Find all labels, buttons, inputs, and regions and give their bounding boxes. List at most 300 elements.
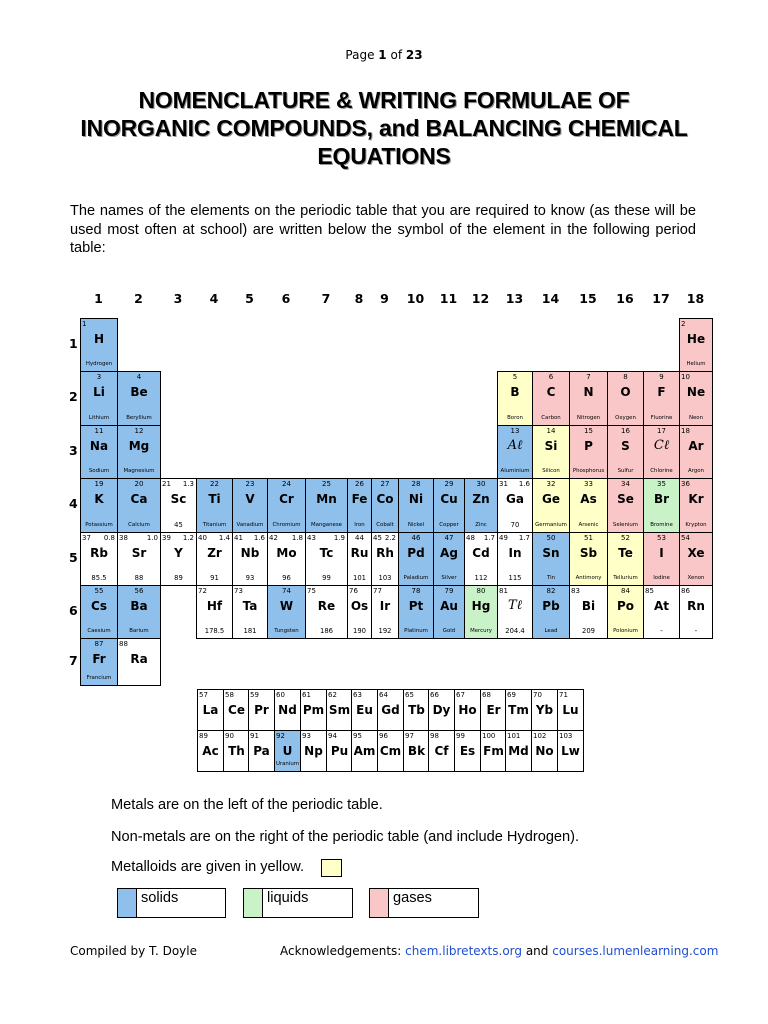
element-cell-bk <box>403 730 430 772</box>
element-symbol: Zr <box>207 546 222 560</box>
atomic-number: 101 <box>507 732 521 740</box>
element-cell-am <box>351 730 378 772</box>
atomic-number: 82 <box>546 587 556 595</box>
element-cell-rh <box>371 532 399 586</box>
document-title <box>40 86 728 170</box>
atomic-number: 79 <box>444 587 454 595</box>
element-symbol: Aℓ <box>507 438 523 453</box>
element-symbol: Er <box>486 703 501 717</box>
electronegativity: 2.2 <box>384 534 396 542</box>
period-label: 5 <box>69 549 78 565</box>
element-cell-ta <box>232 585 268 639</box>
element-cell-cs <box>80 585 118 639</box>
atomic-number: 67 <box>456 691 465 699</box>
atomic-number: 50 <box>546 534 556 542</box>
atomic-mass: 88 <box>134 574 144 582</box>
element-symbol: Cu <box>440 492 458 506</box>
atomic-number: 54 <box>681 534 690 542</box>
element-symbol: Kr <box>688 492 704 506</box>
element-cell-pa <box>248 730 275 772</box>
atomic-number: 37 <box>82 534 91 542</box>
element-name: Iron <box>354 522 365 528</box>
atomic-number: 21 <box>162 480 171 488</box>
atomic-number: 72 <box>198 587 207 595</box>
element-symbol: Eu <box>356 703 373 717</box>
element-cell-sn <box>532 532 570 586</box>
atomic-number: 78 <box>411 587 421 595</box>
atomic-number: 32 <box>546 480 556 488</box>
element-symbol: N <box>583 385 594 399</box>
element-cell-zr <box>196 532 233 586</box>
atomic-number: 30 <box>476 480 486 488</box>
element-cell-si <box>532 425 570 479</box>
legend-gases-label: gases <box>393 890 432 906</box>
element-name: Chlorine <box>650 468 673 474</box>
element-name: Arsenic <box>578 522 599 528</box>
atomic-number: 12 <box>134 427 144 435</box>
element-name: Cobalt <box>376 522 394 528</box>
element-name: Tungsten <box>274 628 299 634</box>
atomic-number: 62 <box>328 691 337 699</box>
element-symbol: Lw <box>561 744 580 758</box>
atomic-mass: 91 <box>210 574 219 582</box>
element-cell-ba <box>117 585 161 639</box>
lumenlearning-link[interactable]: courses.lumenlearning.com <box>552 944 719 958</box>
electronegativity: 1.7 <box>518 534 530 542</box>
atomic-number: 53 <box>657 534 666 542</box>
atomic-number: 71 <box>559 691 568 699</box>
element-symbol: Dy <box>432 703 451 717</box>
element-name: Beryllium <box>126 415 152 421</box>
element-cell-cd <box>464 532 498 586</box>
element-name: Neon <box>688 415 704 421</box>
atomic-mass: 89 <box>174 574 183 582</box>
atomic-number: 74 <box>282 587 291 595</box>
period-label: 2 <box>69 389 78 404</box>
element-symbol: Ag <box>440 546 458 560</box>
element-cell-ho <box>454 689 481 731</box>
element-cell-xe <box>679 532 713 586</box>
element-cell-gd <box>377 689 404 731</box>
atomic-number: 18 <box>681 427 690 435</box>
metals-note: Metals are on the left of the periodic table. <box>111 797 383 813</box>
element-cell-cu <box>433 478 465 533</box>
atomic-number: 66 <box>430 691 439 699</box>
element-cell-zn <box>464 478 498 533</box>
element-cell-sb <box>569 532 608 586</box>
element-symbol: Tb <box>408 703 425 717</box>
element-cell-np <box>300 730 327 772</box>
atomic-number: 85 <box>645 587 654 595</box>
element-name: Calcium <box>128 522 150 528</box>
element-cell-cr <box>267 478 306 533</box>
liquids-swatch <box>244 889 263 917</box>
group-label: 6 <box>281 291 291 306</box>
atomic-number: 81 <box>499 587 508 595</box>
group-label: 4 <box>209 291 219 306</box>
period-label: 6 <box>69 602 78 618</box>
element-cell-c <box>643 425 680 479</box>
atomic-number: 45 <box>373 534 382 542</box>
element-name: Argon <box>688 468 704 474</box>
element-symbol: Ni <box>408 492 424 506</box>
atomic-number: 26 <box>355 480 364 488</box>
atomic-number: 80 <box>476 587 486 595</box>
element-cell-he <box>679 318 713 372</box>
element-symbol: Th <box>228 744 245 758</box>
element-symbol: Po <box>616 599 635 613</box>
atomic-number: 102 <box>533 732 547 740</box>
element-cell-at <box>643 585 680 639</box>
electronegativity: 0.8 <box>103 534 115 542</box>
atomic-number: 31 <box>499 480 508 488</box>
element-cell-in <box>497 532 533 586</box>
element-name: Uranium <box>275 761 300 767</box>
element-name: Magnesium <box>123 468 155 474</box>
element-symbol: Nb <box>240 546 260 560</box>
element-cell-a <box>497 425 533 479</box>
element-cell-es <box>454 730 481 772</box>
element-symbol: Pb <box>542 599 560 613</box>
element-name: Xenon <box>687 575 705 581</box>
element-cell-lw <box>557 730 584 772</box>
element-symbol: He <box>686 332 706 346</box>
group-label: 2 <box>134 291 143 306</box>
element-cell-au <box>433 585 465 639</box>
element-symbol: Sb <box>579 546 598 560</box>
electronegativity: 1.8 <box>291 534 303 542</box>
element-cell-ne <box>679 371 713 426</box>
atomic-number: 96 <box>379 732 388 740</box>
element-cell-hg <box>464 585 498 639</box>
atomic-number: 58 <box>225 691 234 699</box>
element-symbol: Fr <box>92 652 106 666</box>
element-name: Boron <box>507 415 523 421</box>
element-cell-hf <box>196 585 233 639</box>
element-symbol: Pm <box>302 703 325 717</box>
element-cell-rn <box>679 585 713 639</box>
element-name: Titanium <box>202 522 227 528</box>
atomic-number: 11 <box>94 427 104 435</box>
element-name: Phosphorus <box>572 468 605 474</box>
atomic-number: 64 <box>379 691 388 699</box>
element-name: Sulfur <box>617 468 634 474</box>
atomic-number: 48 <box>466 534 475 542</box>
atomic-mass: 178.5 <box>204 627 225 635</box>
group-label: 8 <box>354 291 364 306</box>
atomic-mass: 45 <box>174 521 183 529</box>
atomic-number: 99 <box>456 732 465 740</box>
atomic-number: 69 <box>507 691 516 699</box>
element-cell-c <box>532 371 570 426</box>
atomic-number: 4 <box>136 373 142 381</box>
element-symbol: Xe <box>687 546 705 560</box>
element-name: Polonium <box>613 628 638 634</box>
element-symbol: Ba <box>130 599 148 613</box>
element-symbol: Ta <box>242 599 258 613</box>
gases-swatch <box>370 889 389 917</box>
element-symbol: Cℓ <box>653 438 670 453</box>
atomic-mass: 93 <box>245 574 255 582</box>
legend-gases <box>369 888 479 918</box>
element-symbol: Fm <box>483 744 504 758</box>
acknowledgements: Acknowledgements: chem.libretexts.org and courses.lumenlearning.com <box>280 944 719 958</box>
electronegativity: 1.0 <box>146 534 158 542</box>
element-symbol: Pt <box>408 599 424 613</box>
element-cell-mg <box>117 425 161 479</box>
element-cell-mn <box>305 478 348 533</box>
element-cell-ac <box>197 730 224 772</box>
element-symbol: Ca <box>130 492 148 506</box>
electronegativity: 1.2 <box>182 534 194 542</box>
element-cell-se <box>607 478 644 533</box>
element-symbol: Np <box>304 744 323 758</box>
element-symbol: V <box>245 492 255 506</box>
element-symbol: Sm <box>328 703 351 717</box>
element-cell-tb <box>403 689 430 731</box>
element-symbol: O <box>620 385 631 399</box>
atomic-mass: 115 <box>508 574 522 582</box>
metalloid-color-swatch <box>321 859 342 877</box>
element-symbol: B <box>510 385 520 399</box>
element-cell-nd <box>274 689 301 731</box>
element-symbol: Es <box>459 744 476 758</box>
group-label: 9 <box>380 291 389 306</box>
atomic-number: 68 <box>482 691 491 699</box>
atomic-number: 44 <box>355 534 364 542</box>
atomic-number: 38 <box>119 534 128 542</box>
atomic-number: 33 <box>584 480 593 488</box>
element-cell-sm <box>326 689 353 731</box>
atomic-number: 36 <box>681 480 690 488</box>
atomic-number: 9 <box>659 373 664 381</box>
element-symbol: Pa <box>253 744 270 758</box>
element-symbol: Hf <box>206 599 223 613</box>
element-symbol: F <box>657 385 666 399</box>
atomic-number: 56 <box>134 587 144 595</box>
atomic-number: 76 <box>349 587 358 595</box>
title-line-1: NOMENCLATURE & WRITING FORMULAE OF <box>138 87 630 113</box>
element-symbol: At <box>653 599 670 613</box>
element-cell-ir <box>371 585 399 639</box>
electronegativity: 1.7 <box>483 534 495 542</box>
element-name: Antimony <box>575 575 602 581</box>
element-cell-rb <box>80 532 118 586</box>
group-label: 3 <box>173 291 183 306</box>
element-symbol: Gd <box>381 703 400 717</box>
element-symbol: Cs <box>91 599 107 613</box>
element-symbol: Sr <box>131 546 147 560</box>
atomic-number: 43 <box>307 534 316 542</box>
legend-solids <box>117 888 226 918</box>
atomic-number: 27 <box>380 480 390 488</box>
element-symbol: I <box>659 546 664 560</box>
element-symbol: Am <box>353 744 376 758</box>
group-label: 13 <box>505 291 524 306</box>
element-cell-y <box>160 532 197 586</box>
element-cell-li <box>80 371 118 426</box>
element-cell-o <box>607 371 644 426</box>
atomic-number: 57 <box>199 691 208 699</box>
element-cell-no <box>531 730 558 772</box>
atomic-number: 89 <box>199 732 208 740</box>
element-name: Barium <box>129 628 149 634</box>
element-name: Vanadium <box>236 522 264 528</box>
element-cell-br <box>643 478 680 533</box>
group-label: 17 <box>652 291 670 306</box>
element-cell-v <box>232 478 268 533</box>
element-symbol: Y <box>174 546 183 560</box>
atomic-mass: - <box>694 627 698 635</box>
element-name: Caesium <box>87 628 111 634</box>
element-symbol: Pd <box>407 546 425 560</box>
element-symbol: Mn <box>316 492 337 506</box>
element-name: Potassium <box>85 522 113 528</box>
element-symbol: H <box>93 332 105 346</box>
element-symbol: Ne <box>686 385 706 399</box>
element-symbol: Rn <box>687 599 705 613</box>
atomic-number: 63 <box>353 691 362 699</box>
element-symbol: Se <box>617 492 634 506</box>
element-name: Manganese <box>311 522 342 528</box>
element-symbol: Nd <box>278 703 297 717</box>
element-symbol: Mg <box>128 439 150 453</box>
element-symbol: W <box>279 599 294 613</box>
element-symbol: No <box>535 744 554 758</box>
compiled-by: Compiled by T. Doyle <box>70 944 197 958</box>
title-line-3: EQUATIONS <box>317 143 451 169</box>
element-cell-po <box>607 585 644 639</box>
atomic-mass: 103 <box>378 574 392 582</box>
element-symbol: Fe <box>351 492 368 506</box>
element-cell-cf <box>428 730 455 772</box>
element-symbol: Li <box>93 385 105 399</box>
element-symbol: Tℓ <box>507 598 523 613</box>
atomic-number: 98 <box>430 732 439 740</box>
element-cell-la <box>197 689 224 731</box>
element-cell-h <box>80 318 118 372</box>
element-cell-tc <box>305 532 348 586</box>
atomic-number: 16 <box>621 427 630 435</box>
element-symbol: La <box>202 703 219 717</box>
atomic-number: 10 <box>681 373 690 381</box>
element-name: Tellurium <box>613 575 638 581</box>
libretexts-link[interactable]: chem.libretexts.org <box>405 944 522 958</box>
element-symbol: Hg <box>471 599 491 613</box>
element-name: Germanium <box>535 522 567 528</box>
group-label: 18 <box>686 291 705 306</box>
atomic-number: 65 <box>405 691 414 699</box>
element-symbol: Si <box>544 439 558 453</box>
element-cell-re <box>305 585 348 639</box>
element-cell-bi <box>569 585 608 639</box>
element-symbol: Lu <box>562 703 579 717</box>
atomic-mass: 186 <box>320 627 333 635</box>
atomic-number: 61 <box>302 691 311 699</box>
atomic-number: 51 <box>584 534 593 542</box>
atomic-number: 40 <box>198 534 207 542</box>
element-cell-nb <box>232 532 268 586</box>
element-cell-sc <box>160 478 197 533</box>
group-label: 7 <box>321 291 331 306</box>
atomic-number: 59 <box>250 691 259 699</box>
legend-solids-label: solids <box>141 890 179 906</box>
element-symbol: Rh <box>376 546 394 560</box>
element-symbol: Be <box>130 385 148 399</box>
period-label: 1 <box>69 335 78 351</box>
element-name: Krypton <box>685 522 707 528</box>
group-label: 16 <box>616 291 634 306</box>
atomic-number: 60 <box>276 691 285 699</box>
element-cell-fr <box>80 638 118 686</box>
element-symbol: Ir <box>379 599 391 613</box>
element-name: Nitrogen <box>576 415 601 421</box>
atomic-mass: 181 <box>243 627 257 635</box>
element-symbol: Pu <box>330 744 349 758</box>
element-name: Aluminium <box>500 468 530 474</box>
atomic-number: 23 <box>245 480 255 488</box>
element-symbol: Au <box>440 599 458 613</box>
period-label: 7 <box>69 652 78 668</box>
element-name: Carbon <box>541 415 561 421</box>
atomic-number: 55 <box>94 587 104 595</box>
element-symbol: S <box>621 439 630 453</box>
element-name: Mercury <box>470 628 492 634</box>
element-cell-ru <box>347 532 372 586</box>
element-symbol: Cf <box>434 744 449 758</box>
atomic-number: 86 <box>681 587 690 595</box>
element-symbol: Co <box>376 492 394 506</box>
element-cell-pb <box>532 585 570 639</box>
element-name: Tin <box>546 575 556 581</box>
element-symbol: P <box>584 439 593 453</box>
element-symbol: Ce <box>228 703 245 717</box>
element-symbol: Rb <box>90 546 108 560</box>
electronegativity: 1.9 <box>333 534 345 542</box>
atomic-mass: 96 <box>282 574 291 582</box>
element-cell-ag <box>433 532 465 586</box>
legend-liquids-label: liquids <box>267 890 309 906</box>
element-symbol: K <box>94 492 104 506</box>
atomic-number: 73 <box>234 587 243 595</box>
element-cell-pt <box>398 585 434 639</box>
atomic-mass: 112 <box>474 574 488 582</box>
atomic-mass: 209 <box>582 627 595 635</box>
atomic-number: 95 <box>353 732 362 740</box>
element-cell-b <box>497 371 533 426</box>
element-name: Francium <box>86 675 112 681</box>
element-cell-md <box>505 730 532 772</box>
element-cell-n <box>569 371 608 426</box>
atomic-number: 94 <box>328 732 337 740</box>
element-cell-ca <box>117 478 161 533</box>
element-symbol: Zn <box>472 492 490 506</box>
atomic-number: 22 <box>210 480 219 488</box>
element-symbol: U <box>282 744 293 758</box>
element-cell-eu <box>351 689 378 731</box>
element-cell-tm <box>505 689 532 731</box>
element-symbol: Tc <box>319 546 334 560</box>
atomic-number: 17 <box>657 427 666 435</box>
element-symbol: Ar <box>688 439 704 453</box>
element-name: Lead <box>544 628 558 634</box>
element-name: Platinum <box>404 628 428 634</box>
atomic-number: 97 <box>405 732 414 740</box>
element-cell-te <box>607 532 644 586</box>
element-cell-i <box>643 532 680 586</box>
intro-paragraph: The names of the elements on the periodic table that you are required to know (as these will be used most often at school) are written below the symbol of the element in the following period table: <box>70 203 696 256</box>
atomic-number: 93 <box>302 732 311 740</box>
